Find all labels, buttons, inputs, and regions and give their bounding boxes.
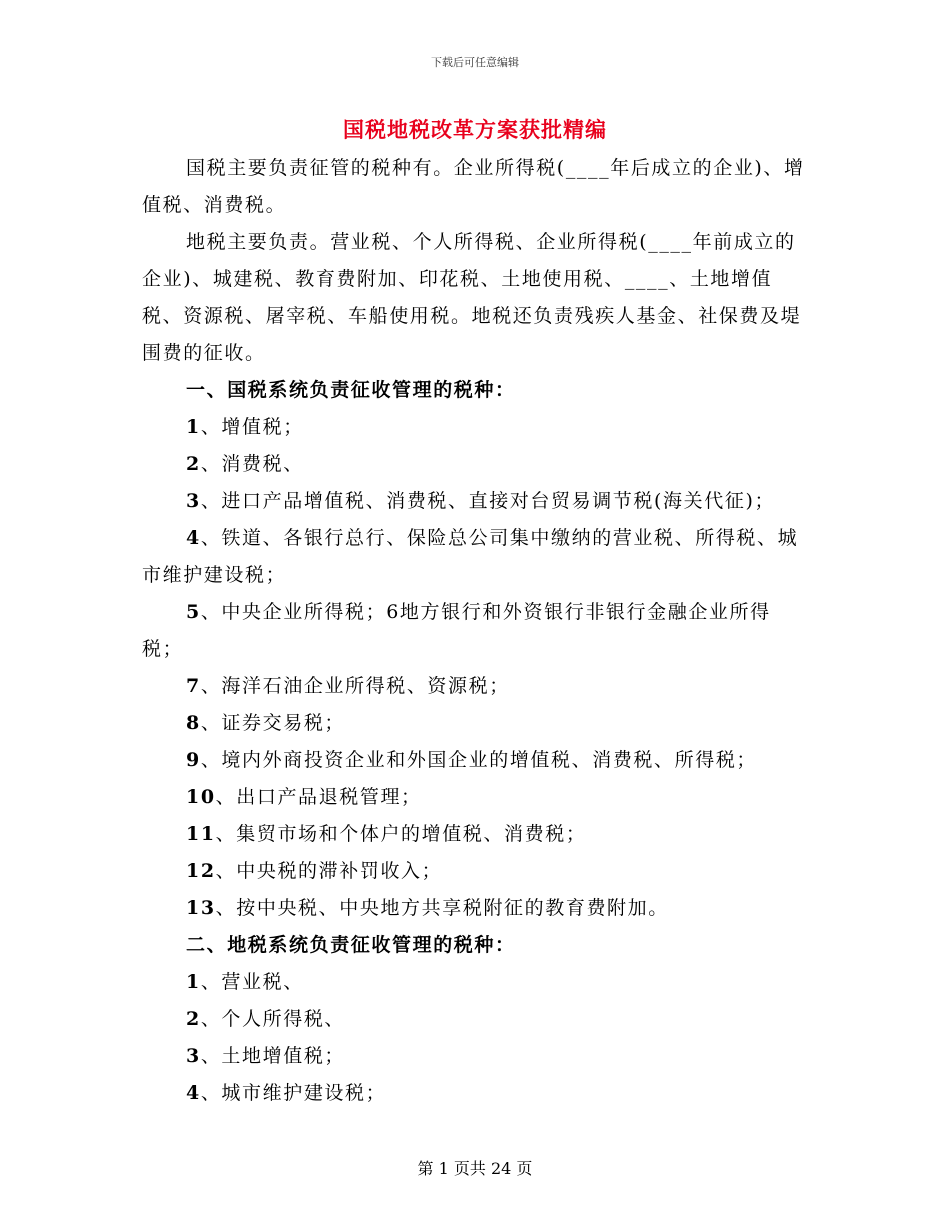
- item-number: 2: [186, 1008, 201, 1030]
- item-text: 、海洋石油企业所得税、资源税；: [200, 675, 510, 697]
- list-item: [142, 520, 810, 594]
- item-text: 、营业税、: [200, 971, 304, 993]
- item-text: 、增值税；: [200, 416, 304, 438]
- item-number: 13: [186, 897, 216, 919]
- local-tax-list: [142, 964, 810, 1112]
- section-heading-national: 一、国税系统负责征收管理的税种：: [186, 379, 516, 401]
- list-item: [142, 594, 810, 668]
- item-number: 7: [186, 675, 201, 697]
- item-number: 1: [186, 971, 201, 993]
- item-number: 2: [186, 453, 201, 475]
- list-item: [142, 705, 810, 742]
- item-text: 、铁道、各银行总行、保险总公司集中缴纳的营业税、所得税、城市维护建设税；: [142, 527, 799, 586]
- item-text: 、出口产品退税管理；: [215, 786, 422, 808]
- national-tax-list: [142, 409, 810, 927]
- list-item: [142, 853, 810, 890]
- item-text: 、中央税的滞补罚收入；: [215, 860, 443, 882]
- list-item: [142, 964, 810, 1001]
- list-item: [142, 890, 810, 927]
- page-header-note: 下载后可任意编辑: [431, 56, 519, 69]
- item-text: 、证券交易税；: [200, 712, 346, 734]
- item-number: 3: [186, 1045, 201, 1067]
- item-number: 1: [186, 416, 201, 438]
- list-item: [142, 1001, 810, 1038]
- list-item: [142, 779, 810, 816]
- item-number: 3: [186, 490, 201, 512]
- list-item: [142, 742, 810, 779]
- item-text: 、城市维护建设税；: [200, 1082, 387, 1104]
- paragraph-national-tax: 国税主要负责征管的税种有。企业所得税(____年后成立的企业)、增值税、消费税。: [142, 157, 805, 216]
- paragraph-local-tax: 地税主要负责。营业税、个人所得税、企业所得税(____年前成立的企业)、城建税、教育费附加、印花税、土地使用税、____、土地增值税、资源税、屠宰税、车船使用税。地税还负责残疾人基金、社保费及堤围费的征收。: [142, 231, 802, 364]
- item-text: 、集贸市场和个体户的增值税、消费税；: [215, 823, 587, 845]
- list-item: [142, 446, 810, 483]
- list-item: [142, 1038, 810, 1075]
- item-number: 11: [186, 823, 216, 845]
- item-text: 、境内外商投资企业和外国企业的增值税、消费税、所得税；: [200, 749, 758, 771]
- item-text: 、个人所得税、: [200, 1008, 346, 1030]
- item-text: 、中央企业所得税；6地方银行和外资银行非银行金融企业所得税；: [142, 601, 771, 660]
- section-heading-local: 二、地税系统负责征收管理的税种：: [186, 934, 516, 956]
- document-title: 国税地税改革方案获批精编: [343, 117, 607, 142]
- item-text: 、按中央税、中央地方共享税附征的教育费附加。: [215, 897, 669, 919]
- item-number: 5: [186, 601, 201, 623]
- list-item: [142, 668, 810, 705]
- page-footer-number: 第 1 页共 24 页: [417, 1159, 533, 1178]
- list-item: [142, 483, 810, 520]
- list-item: [142, 1075, 810, 1112]
- list-item: [142, 816, 810, 853]
- item-number: 4: [186, 527, 201, 549]
- item-text: 、进口产品增值税、消费税、直接对台贸易调节税(海关代征)；: [200, 490, 776, 512]
- item-number: 12: [186, 860, 216, 882]
- item-number: 10: [186, 786, 216, 808]
- item-number: 9: [186, 749, 201, 771]
- item-text: 、消费税、: [200, 453, 304, 475]
- item-text: 、土地增值税；: [200, 1045, 346, 1067]
- list-item: [142, 409, 810, 446]
- item-number: 8: [186, 712, 201, 734]
- document-body: [142, 150, 810, 1112]
- item-number: 4: [186, 1082, 201, 1104]
